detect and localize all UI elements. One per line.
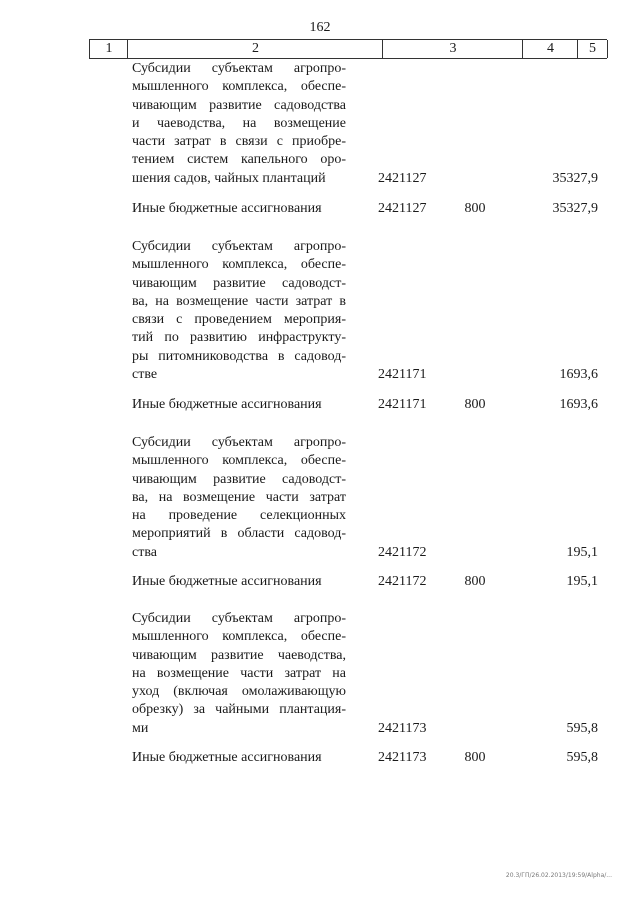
description-line: Иные бюджетные ассигнования <box>132 574 322 589</box>
description-line: чивающим развитие чаеводства, <box>132 647 346 663</box>
row-amount: 195,1 <box>566 574 598 589</box>
description-line: Субсидии субъектам агропро- <box>132 239 346 254</box>
description-line: мышленного комплекса, обеспе- <box>132 257 346 273</box>
description-line: Субсидии субъектам агропро- <box>132 61 346 76</box>
description-line: чивающим развитие садоводства <box>132 97 346 113</box>
row-description <box>132 396 346 414</box>
row-amount: 1693,6 <box>559 367 598 383</box>
description-line: обрезку) за чайными плантация- <box>132 702 346 718</box>
row-code: 2421172 <box>378 574 427 589</box>
row-description <box>132 60 346 188</box>
row-code: 2421171 <box>378 367 427 383</box>
footer-stamp: 20.3/ГП/26.02.2013/19:59/Alpha/... <box>505 872 612 879</box>
row-expense-type: 800 <box>464 201 486 216</box>
row-description <box>132 573 346 591</box>
description-line: на проведение селекционных <box>132 508 346 524</box>
row-description <box>132 200 346 218</box>
description-line: уход (включая омолаживающую <box>132 684 346 700</box>
row-code: 2421127 <box>378 170 427 186</box>
row-code: 2421127 <box>378 201 427 216</box>
description-line: мышленного комплекса, обеспе- <box>132 629 346 645</box>
table-header <box>89 39 607 59</box>
description-line: Иные бюджетные ассигнования <box>132 397 322 412</box>
header-col-4: 4 <box>522 40 578 58</box>
table-row <box>0 238 640 384</box>
row-amount: 595,8 <box>566 720 598 736</box>
row-amount: 35327,9 <box>552 170 598 186</box>
table-row <box>0 749 640 767</box>
row-code: 2421173 <box>378 720 427 736</box>
row-description <box>132 434 346 562</box>
description-line: ми <box>132 720 149 736</box>
description-line: ва, на возмещение части затрат <box>132 489 346 505</box>
description-line: чивающим развитие садоводст- <box>132 275 346 291</box>
header-col-1: 1 <box>89 40 128 58</box>
row-description <box>132 238 346 384</box>
description-line: тий по развитию инфраструкту- <box>132 330 346 346</box>
row-code: 2421172 <box>378 544 427 560</box>
row-amount: 595,8 <box>566 750 598 765</box>
row-expense-type: 800 <box>464 397 486 412</box>
description-line: на возмещение части затрат на <box>132 665 346 681</box>
row-amount: 1693,6 <box>559 397 598 412</box>
page-number: 162 <box>309 20 331 35</box>
row-amount: 35327,9 <box>552 201 598 216</box>
table-row <box>0 396 640 414</box>
description-line: тением систем капельного оро- <box>132 152 346 168</box>
description-line: ва, на возмещение части затрат в <box>132 293 346 309</box>
table-row <box>0 610 640 738</box>
description-line: стве <box>132 367 158 383</box>
row-code: 2421173 <box>378 750 427 765</box>
description-line: мероприятий в области садовод- <box>132 526 346 542</box>
header-col-2: 2 <box>127 40 383 58</box>
description-line: ства <box>132 544 157 560</box>
row-amount: 195,1 <box>566 544 598 560</box>
row-expense-type: 800 <box>464 750 486 765</box>
row-code: 2421171 <box>378 397 427 412</box>
row-description <box>132 610 346 738</box>
description-line: чивающим развитие садоводст- <box>132 471 346 487</box>
row-description <box>132 749 346 767</box>
description-line: Субсидии субъектам агропро- <box>132 611 346 626</box>
description-line: части затрат в связи с приобре- <box>132 134 346 150</box>
table-row <box>0 434 640 562</box>
table-row <box>0 573 640 591</box>
description-line: ры питомниководства в садовод- <box>132 348 346 364</box>
table-row <box>0 60 640 188</box>
description-line: Субсидии субъектам агропро- <box>132 435 346 450</box>
table-row <box>0 200 640 218</box>
description-line: связи с проведением мероприя- <box>132 312 346 328</box>
description-line: мышленного комплекса, обеспе- <box>132 79 346 95</box>
description-line: мышленного комплекса, обеспе- <box>132 453 346 469</box>
description-line: Иные бюджетные ассигнования <box>132 750 322 765</box>
header-col-5: 5 <box>577 40 608 58</box>
description-line: Иные бюджетные ассигнования <box>132 201 322 216</box>
header-col-3: 3 <box>382 40 523 58</box>
row-expense-type: 800 <box>464 574 486 589</box>
description-line: и чаеводства, на возмещение <box>132 115 346 131</box>
description-line: шения садов, чайных плантаций <box>132 170 326 186</box>
